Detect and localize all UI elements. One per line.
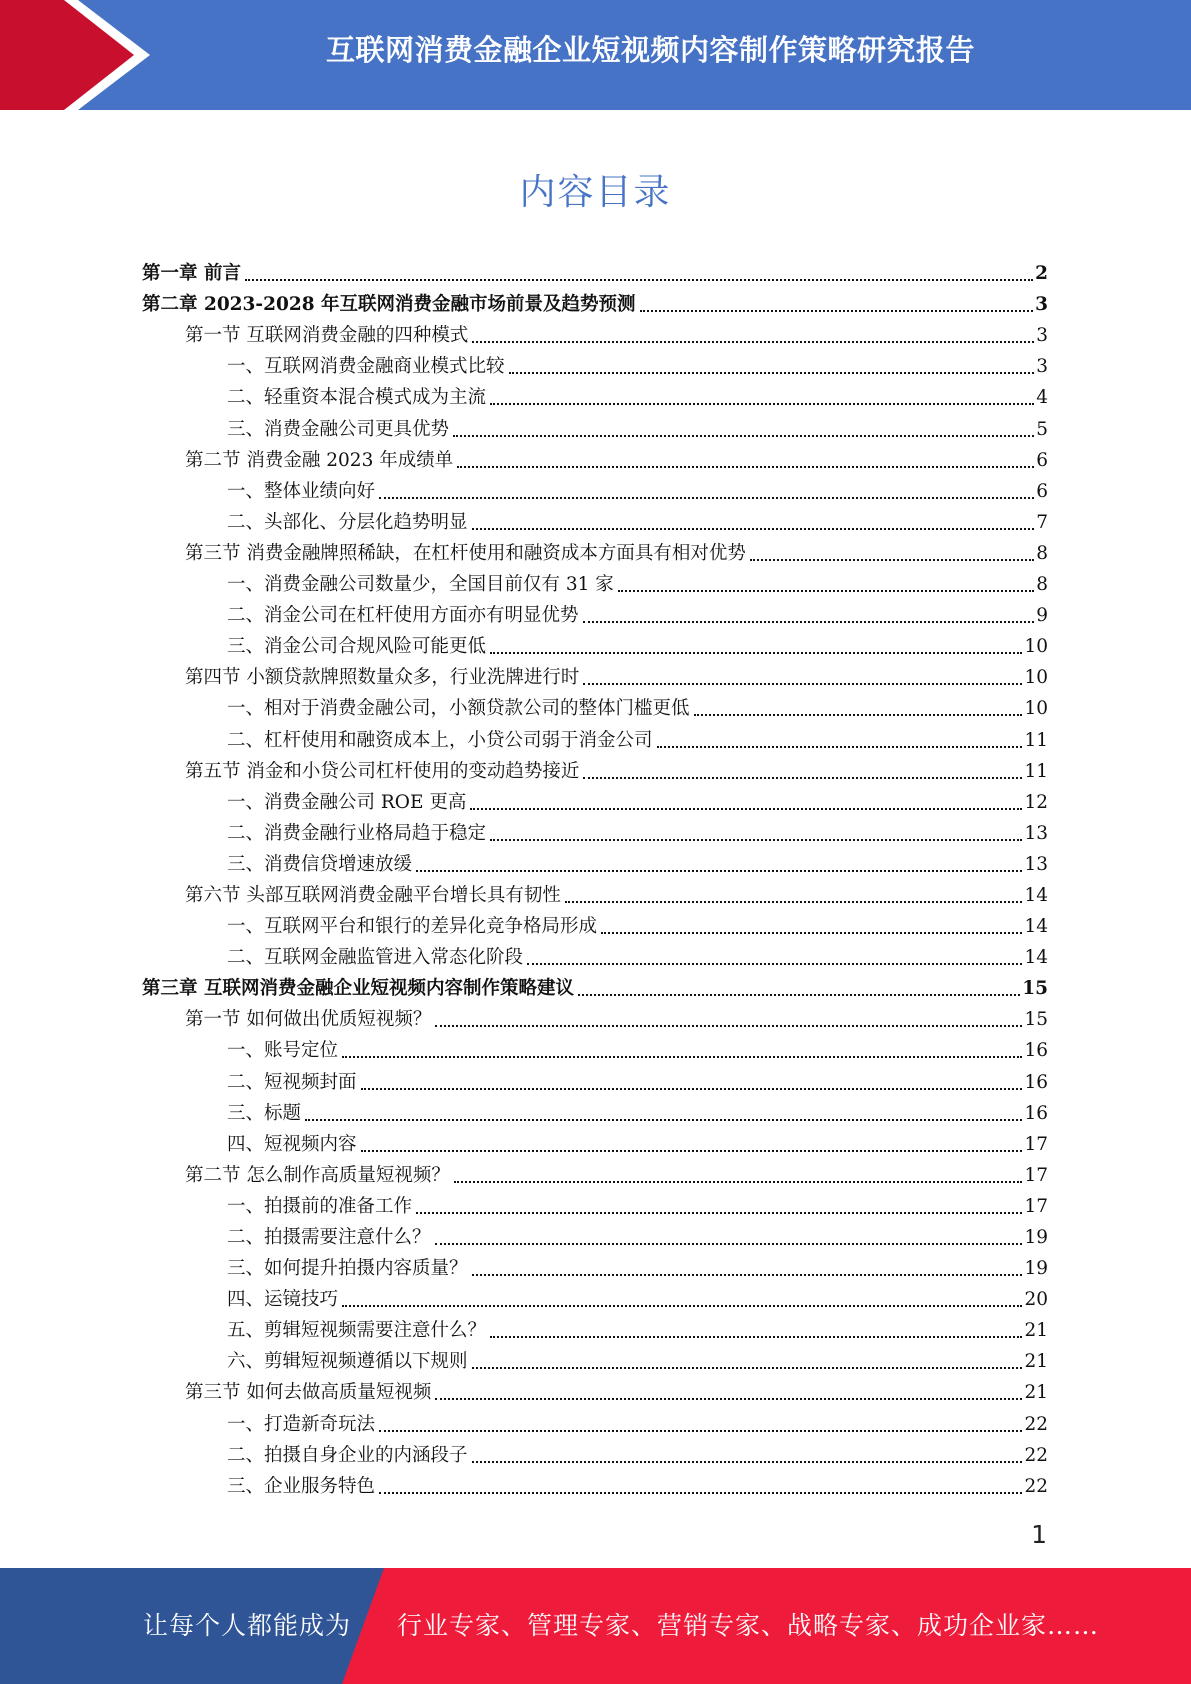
toc-dot-leader [361, 1088, 1023, 1090]
toc-dot-leader [490, 1336, 1022, 1338]
toc-entry[interactable] [142, 720, 1048, 751]
toc-dot-leader [601, 932, 1022, 934]
toc-entry-label: 第三节 如何去做高质量短视频 [185, 1382, 432, 1404]
toc-entry-label: 一、消费金融公司数量少，全国目前仅有 31 家 [227, 574, 614, 596]
toc-dot-leader [583, 777, 1022, 779]
toc-dot-leader [750, 559, 1034, 561]
toc-entry-label: 二、拍摄需要注意什么？ [227, 1227, 431, 1248]
toc-dot-leader [472, 528, 1035, 530]
toc-entry-label: 一、互联网消费金融商业模式比较 [227, 356, 505, 378]
toc-entry-label: 第四节 小额贷款牌照数量众多，行业洗牌进行时 [185, 667, 580, 689]
toc-entry[interactable] [142, 534, 1048, 565]
toc-entry[interactable] [142, 409, 1048, 440]
toc-entry-label: 一、整体业绩向好 [227, 480, 376, 502]
toc-heading: 内容目录 [519, 172, 672, 213]
toc-entry[interactable] [142, 814, 1048, 845]
toc-entry[interactable] [142, 1156, 1048, 1187]
toc-entry-page: 12 [1024, 791, 1048, 813]
toc-entry-page: 14 [1024, 947, 1048, 969]
toc-entry-page: 14 [1024, 884, 1048, 906]
toc-entry-page: 20 [1024, 1289, 1048, 1311]
toc-entry[interactable] [142, 658, 1048, 689]
toc-entry-page: 7 [1036, 511, 1048, 533]
toc-entry-label: 三、消费金融公司更具优势 [227, 418, 450, 440]
toc-entry-label: 一、拍摄前的准备工作 [227, 1195, 413, 1217]
toc-entry[interactable] [142, 783, 1048, 814]
toc-dot-leader [245, 279, 1033, 281]
toc-entry-label: 六、剪辑短视频遵循以下规则 [227, 1351, 468, 1373]
toc-entry[interactable] [142, 565, 1048, 596]
toc-entry-page: 11 [1024, 729, 1048, 751]
toc-entry-label: 一、打造新奇玩法 [227, 1413, 376, 1435]
toc-entry[interactable] [142, 1404, 1048, 1435]
toc-entry-page: 10 [1024, 636, 1048, 658]
toc-entry-label: 三、消金公司合规风险可能更低 [227, 636, 487, 658]
toc-dot-leader [583, 621, 1035, 623]
toc-entry[interactable] [142, 316, 1048, 347]
toc-entry[interactable] [142, 1280, 1048, 1311]
toc-entry[interactable] [142, 1187, 1048, 1218]
toc-entry-label: 三、如何提升拍摄内容质量？ [227, 1258, 468, 1280]
toc-entry-label: 第一节 互联网消费金融的四种模式 [185, 325, 469, 347]
toc-dot-leader [578, 994, 1020, 996]
toc-dot-leader [416, 1212, 1022, 1214]
toc-dot-leader [694, 714, 1023, 716]
toc-entry-label: 三、标题 [227, 1102, 302, 1124]
chevron-arrow-icon [0, 0, 160, 110]
toc-entry-page: 16 [1024, 1071, 1048, 1093]
toc-entry-label: 二、互联网金融监管进入常态化阶段 [227, 947, 524, 969]
toc-entry[interactable] [142, 845, 1048, 876]
toc-entry-label: 第三章 互联网消费金融企业短视频内容制作策略建议 [142, 978, 574, 1000]
toc-entry[interactable] [142, 1125, 1048, 1156]
toc-entry-page: 9 [1036, 605, 1048, 627]
toc-entry-page: 13 [1024, 853, 1048, 875]
toc-entry-label: 四、短视频内容 [227, 1133, 357, 1155]
toc-entry[interactable] [142, 907, 1048, 938]
toc-entry[interactable] [142, 1094, 1048, 1125]
toc-entry[interactable] [142, 378, 1048, 409]
toc-entry-label: 二、轻重资本混合模式成为主流 [227, 387, 487, 409]
toc-entry-page: 2 [1035, 263, 1048, 285]
toc-entry[interactable] [142, 1218, 1048, 1249]
page-number: 1 [1031, 1520, 1047, 1549]
toc-entry-label: 三、消费信贷增速放缓 [227, 853, 413, 875]
table-of-contents [142, 254, 1048, 1498]
toc-dot-leader [454, 1181, 1023, 1183]
toc-entry-page: 10 [1024, 698, 1048, 720]
toc-entry-page: 14 [1024, 916, 1048, 938]
toc-entry[interactable] [142, 1373, 1048, 1404]
toc-entry-page: 22 [1024, 1475, 1048, 1497]
toc-dot-leader [435, 1025, 1022, 1027]
toc-entry-label: 三、企业服务特色 [227, 1475, 376, 1497]
toc-entry-page: 3 [1035, 294, 1048, 316]
toc-entry-page: 13 [1024, 822, 1048, 844]
toc-entry-page: 8 [1036, 574, 1048, 596]
toc-entry[interactable] [142, 1000, 1048, 1031]
toc-entry-page: 4 [1036, 387, 1048, 409]
toc-entry-page: 19 [1024, 1227, 1048, 1248]
toc-entry-page: 21 [1024, 1351, 1048, 1373]
header-banner [0, 0, 1191, 110]
toc-entry-page: 15 [1024, 1009, 1048, 1031]
toc-entry-label: 四、运镜技巧 [227, 1289, 339, 1311]
toc-entry[interactable] [142, 1249, 1048, 1280]
toc-dot-leader [490, 403, 1034, 405]
toc-entry-label: 二、头部化、分层化趋势明显 [227, 511, 468, 533]
toc-entry[interactable] [142, 1031, 1048, 1062]
toc-entry[interactable] [142, 689, 1048, 720]
toc-entry[interactable] [142, 1467, 1048, 1498]
toc-entry-label: 二、杠杆使用和融资成本上，小贷公司弱于消金公司 [227, 729, 653, 751]
toc-entry-page: 6 [1036, 449, 1048, 471]
toc-dot-leader [379, 1492, 1022, 1494]
toc-entry-label: 第二章 2023-2028 年互联网消费金融市场前景及趋势预测 [142, 294, 636, 316]
toc-entry-label: 第一章 前言 [142, 263, 241, 285]
footer-slogan-right: 行业专家、管理专家、营销专家、战略专家、成功企业家…… [397, 1611, 1100, 1640]
toc-entry[interactable] [142, 254, 1048, 285]
toc-entry[interactable] [142, 969, 1048, 1000]
toc-entry-label: 第三节 消费金融牌照稀缺，在杠杆使用和融资成本方面具有相对优势 [185, 542, 746, 564]
toc-dot-leader [361, 1150, 1023, 1152]
toc-dot-leader [527, 963, 1022, 965]
toc-entry-page: 17 [1024, 1195, 1048, 1217]
toc-entry-label: 一、账号定位 [227, 1040, 339, 1062]
toc-dot-leader [457, 466, 1034, 468]
toc-entry-page: 3 [1036, 356, 1048, 378]
toc-entry-page: 3 [1036, 325, 1048, 347]
toc-entry-page: 21 [1024, 1382, 1048, 1404]
toc-dot-leader [453, 435, 1034, 437]
toc-entry-page: 17 [1024, 1133, 1048, 1155]
footer-banner [0, 1568, 1191, 1684]
toc-entry[interactable] [142, 876, 1048, 907]
toc-dot-leader [490, 839, 1022, 841]
toc-entry-label: 第六节 头部互联网消费金融平台增长具有韧性 [185, 884, 561, 906]
toc-entry-label: 二、短视频封面 [227, 1071, 357, 1093]
toc-dot-leader [342, 1056, 1022, 1058]
toc-dot-leader [379, 497, 1034, 499]
toc-entry-page: 21 [1024, 1320, 1048, 1342]
toc-entry[interactable] [142, 347, 1048, 378]
toc-entry-page: 8 [1036, 542, 1048, 564]
toc-entry[interactable] [142, 752, 1048, 783]
toc-dot-leader [472, 1367, 1023, 1369]
toc-entry-label: 五、剪辑短视频需要注意什么？ [227, 1320, 487, 1342]
toc-entry[interactable] [142, 1342, 1048, 1373]
toc-dot-leader [565, 901, 1023, 903]
toc-entry-label: 一、消费金融公司 ROE 更高 [227, 791, 467, 813]
toc-dot-leader [509, 372, 1035, 374]
toc-entry[interactable] [142, 938, 1048, 969]
toc-entry-page: 16 [1024, 1040, 1048, 1062]
toc-dot-leader [435, 1243, 1023, 1245]
toc-entry[interactable] [142, 596, 1048, 627]
toc-entry-label: 一、互联网平台和银行的差异化竞争格局形成 [227, 916, 598, 938]
toc-entry-label: 第一节 如何做出优质短视频？ [185, 1009, 432, 1031]
toc-entry-page: 16 [1024, 1102, 1048, 1124]
toc-entry[interactable] [142, 285, 1048, 316]
toc-entry[interactable] [142, 441, 1048, 472]
toc-dot-leader [657, 746, 1023, 748]
toc-entry-label: 二、消费金融行业格局趋于稳定 [227, 822, 487, 844]
toc-dot-leader [472, 341, 1034, 343]
toc-entry-page: 17 [1024, 1164, 1048, 1186]
toc-entry-page: 11 [1024, 760, 1048, 782]
toc-entry-label: 第五节 消金和小贷公司杠杆使用的变动趋势接近 [185, 760, 580, 782]
toc-entry-label: 二、消金公司在杠杆使用方面亦有明显优势 [227, 605, 579, 627]
toc-dot-leader [640, 310, 1034, 312]
toc-dot-leader [490, 652, 1022, 654]
toc-entry[interactable] [142, 1436, 1048, 1467]
toc-entry-label: 一、相对于消费金融公司，小额贷款公司的整体门槛更低 [227, 698, 690, 720]
toc-entry[interactable] [142, 1062, 1048, 1093]
toc-entry-page: 6 [1036, 480, 1048, 502]
toc-dot-leader [472, 1461, 1023, 1463]
toc-entry-label: 二、拍摄自身企业的内涵段子 [227, 1444, 468, 1466]
toc-entry[interactable] [142, 503, 1048, 534]
toc-entry-page: 22 [1024, 1413, 1048, 1435]
toc-dot-leader [435, 1398, 1022, 1400]
toc-entry[interactable] [142, 1311, 1048, 1342]
toc-entry-label: 第二节 怎么制作高质量短视频？ [185, 1164, 450, 1186]
toc-entry-label: 第二节 消费金融 2023 年成绩单 [185, 449, 454, 471]
toc-dot-leader [342, 1305, 1022, 1307]
toc-dot-leader [379, 1430, 1022, 1432]
toc-dot-leader [470, 808, 1022, 810]
toc-entry[interactable] [142, 627, 1048, 658]
toc-dot-leader [305, 1119, 1022, 1121]
toc-entry-page: 10 [1024, 667, 1048, 689]
report-title: 互联网消费金融企业短视频内容制作策略研究报告 [325, 33, 975, 67]
footer-slogan-left: 让每个人都能成为 [143, 1611, 352, 1640]
toc-entry-page: 15 [1022, 978, 1048, 1000]
toc-dot-leader [472, 1274, 1023, 1276]
toc-dot-leader [618, 590, 1034, 592]
toc-entry-page: 5 [1036, 418, 1048, 440]
toc-entry-page: 22 [1024, 1444, 1048, 1466]
toc-dot-leader [583, 683, 1022, 685]
toc-entry[interactable] [142, 472, 1048, 503]
toc-dot-leader [416, 870, 1022, 872]
toc-entry-page: 19 [1024, 1258, 1048, 1280]
